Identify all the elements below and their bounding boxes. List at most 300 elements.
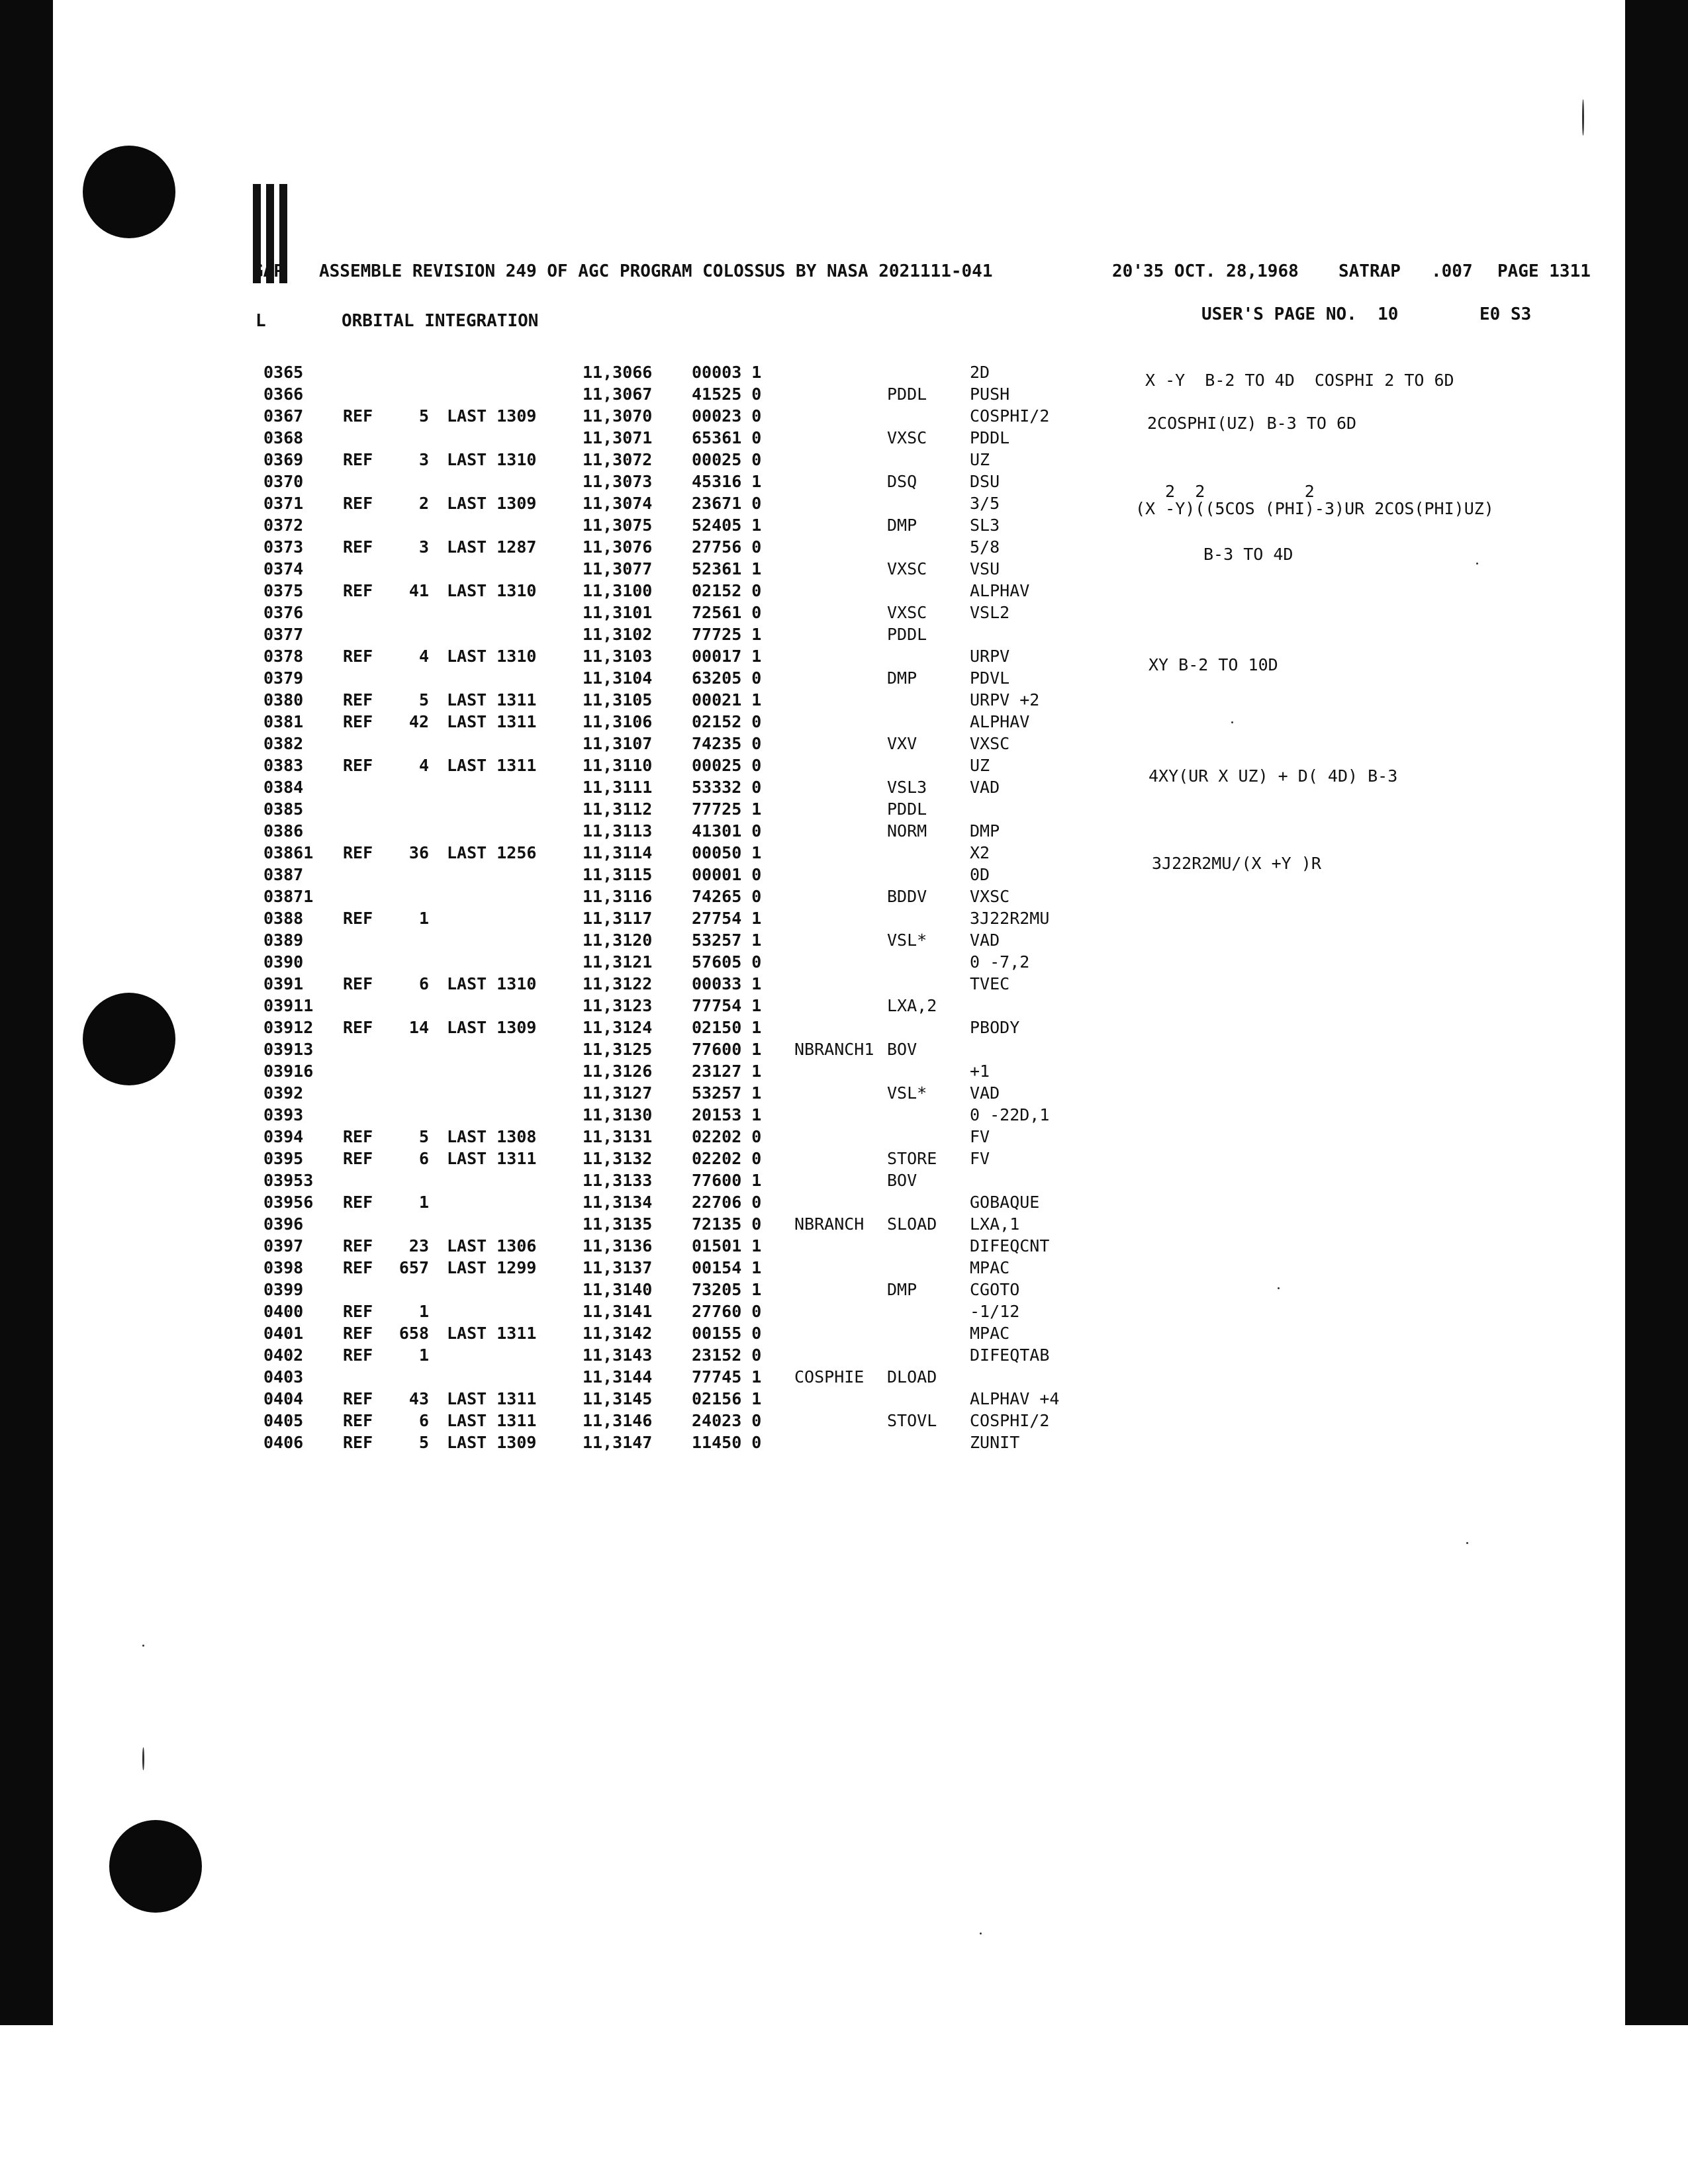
label-tag: NBRANCH1	[794, 1040, 874, 1059]
address: 11,3135	[583, 1214, 653, 1234]
octal-word: 77725 1	[692, 625, 762, 644]
line-number: 0379	[263, 668, 304, 688]
octal-word: 00025 0	[692, 450, 762, 469]
opcode: DMP	[887, 1280, 917, 1299]
address: 11,3115	[583, 865, 653, 884]
opcode: VSL*	[887, 931, 927, 950]
line-number: 0374	[263, 559, 304, 578]
opcode: PDDL	[887, 799, 927, 819]
line-number: 0405	[263, 1411, 304, 1430]
octal-word: 00033 1	[692, 974, 762, 993]
line-number: 0400	[263, 1302, 304, 1321]
ref-count: 6	[418, 1149, 429, 1168]
line-number: 0381	[263, 712, 304, 731]
last-ref: LAST 1311	[447, 1324, 537, 1343]
ref-count: 658	[399, 1324, 429, 1343]
octal-word: 74265 0	[692, 887, 762, 906]
operand: PDDL	[970, 428, 1010, 447]
line-number: 0388	[263, 909, 304, 928]
scan-speck	[142, 1645, 144, 1647]
ref-count: 41	[408, 581, 429, 600]
operand: COSPHI/2	[970, 1411, 1050, 1430]
ref-label: REF	[343, 974, 373, 993]
address: 11,3126	[583, 1062, 653, 1081]
operand: PUSH	[970, 385, 1010, 404]
octal-word: 24023 0	[692, 1411, 762, 1430]
header-timestamp: 20'35 OCT. 28,1968	[1112, 261, 1299, 281]
last-ref: LAST 1311	[447, 1389, 537, 1408]
octal-word: 02156 1	[692, 1389, 762, 1408]
address: 11,3073	[583, 472, 653, 491]
operand: PDVL	[970, 668, 1010, 688]
operand: FV	[970, 1149, 990, 1168]
ref-label: REF	[343, 909, 373, 928]
operand: 0 -22D,1	[970, 1105, 1050, 1124]
scan-border-left	[0, 0, 53, 2025]
address: 11,3130	[583, 1105, 653, 1124]
operand: URPV +2	[970, 690, 1040, 709]
header-code: GAP	[253, 261, 284, 281]
octal-word: 02202 0	[692, 1149, 762, 1168]
ref-label: REF	[343, 1302, 373, 1321]
octal-word: 22706 0	[692, 1193, 762, 1212]
octal-word: 45316 1	[692, 472, 762, 491]
opcode: DMP	[887, 516, 917, 535]
ref-label: REF	[343, 1345, 373, 1365]
operand: GOBAQUE	[970, 1193, 1040, 1212]
operand: ALPHAV	[970, 712, 1030, 731]
line-number: 0373	[263, 537, 304, 557]
octal-word: 00021 1	[692, 690, 762, 709]
scan-speck	[1476, 563, 1478, 565]
opcode: LXA,2	[887, 996, 937, 1015]
address: 11,3070	[583, 406, 653, 426]
octal-word: 00050 1	[692, 843, 762, 862]
comment-line: X -Y B-2 TO 4D COSPHI 2 TO 6D	[1145, 371, 1454, 390]
line-number: 0390	[263, 952, 304, 972]
octal-word: 72561 0	[692, 603, 762, 622]
octal-word: 23671 0	[692, 494, 762, 513]
ref-label: REF	[343, 1236, 373, 1255]
comment-line: 3J22R2MU/(X +Y )R	[1152, 854, 1321, 873]
address: 11,3066	[583, 363, 653, 382]
octal-word: 53257 1	[692, 1083, 762, 1103]
operand: URPV	[970, 647, 1010, 666]
octal-word: 00001 0	[692, 865, 762, 884]
opcode: BOV	[887, 1040, 917, 1059]
line-number: 0375	[263, 581, 304, 600]
ref-count: 5	[418, 1127, 429, 1146]
address: 11,3102	[583, 625, 653, 644]
operand: 3J22R2MU	[970, 909, 1050, 928]
ref-label: REF	[343, 1258, 373, 1277]
line-number: 0406	[263, 1433, 304, 1452]
last-ref: LAST 1311	[447, 1149, 537, 1168]
line-number: 0398	[263, 1258, 304, 1277]
line-number: 03916	[263, 1062, 314, 1081]
opcode: PDDL	[887, 625, 927, 644]
octal-word: 27756 0	[692, 537, 762, 557]
opcode: VXSC	[887, 603, 927, 622]
ref-count: 5	[418, 690, 429, 709]
octal-word: 74235 0	[692, 734, 762, 753]
opcode: VXV	[887, 734, 917, 753]
line-number: 03913	[263, 1040, 314, 1059]
ref-label: REF	[343, 843, 373, 862]
last-ref: LAST 1311	[447, 1411, 537, 1430]
line-number: 0392	[263, 1083, 304, 1103]
address: 11,3074	[583, 494, 653, 513]
header-title: ASSEMBLE REVISION 249 OF AGC PROGRAM COLOSSUS BY NASA 2021111-041	[319, 261, 993, 281]
address: 11,3077	[583, 559, 653, 578]
octal-word: 23127 1	[692, 1062, 762, 1081]
subheader-prefix: L	[256, 311, 266, 331]
octal-word: 20153 1	[692, 1105, 762, 1124]
operand: SL3	[970, 516, 1000, 535]
ref-count: 3	[418, 450, 429, 469]
header-system: SATRAP	[1338, 261, 1401, 281]
last-ref: LAST 1299	[447, 1258, 537, 1277]
address: 11,3120	[583, 931, 653, 950]
line-number: 0382	[263, 734, 304, 753]
octal-word: 53332 0	[692, 778, 762, 797]
line-number: 03861	[263, 843, 314, 862]
line-number: 03956	[263, 1193, 314, 1212]
operand: LXA,1	[970, 1214, 1020, 1234]
address: 11,3125	[583, 1040, 653, 1059]
last-ref: LAST 1311	[447, 690, 537, 709]
line-number: 0367	[263, 406, 304, 426]
line-number: 0368	[263, 428, 304, 447]
line-number: 0403	[263, 1367, 304, 1387]
line-number: 0387	[263, 865, 304, 884]
address: 11,3113	[583, 821, 653, 841]
label-tag: NBRANCH	[794, 1214, 865, 1234]
octal-word: 00003 1	[692, 363, 762, 382]
opcode: DLOAD	[887, 1367, 937, 1387]
address: 11,3136	[583, 1236, 653, 1255]
address: 11,3105	[583, 690, 653, 709]
operand: PBODY	[970, 1018, 1020, 1037]
address: 11,3116	[583, 887, 653, 906]
operand: 5/8	[970, 537, 1000, 557]
address: 11,3111	[583, 778, 653, 797]
user-page-number: USER'S PAGE NO. 10	[1201, 304, 1399, 324]
line-number: 0391	[263, 974, 304, 993]
line-number: 0385	[263, 799, 304, 819]
octal-word: 00017 1	[692, 647, 762, 666]
punch-hole-bottom	[109, 1820, 202, 1913]
section-title: ORBITAL INTEGRATION	[342, 311, 539, 331]
octal-word: 00155 0	[692, 1324, 762, 1343]
address: 11,3133	[583, 1171, 653, 1190]
scan-mark	[142, 1747, 144, 1770]
operand: DIFEQTAB	[970, 1345, 1050, 1365]
ref-count: 3	[418, 537, 429, 557]
line-number: 0378	[263, 647, 304, 666]
ref-label: REF	[343, 1127, 373, 1146]
line-number: 03911	[263, 996, 314, 1015]
address: 11,3117	[583, 909, 653, 928]
address: 11,3127	[583, 1083, 653, 1103]
operand: VAD	[970, 931, 1000, 950]
address: 11,3110	[583, 756, 653, 775]
address: 11,3104	[583, 668, 653, 688]
line-number: 0371	[263, 494, 304, 513]
comment-line: 2 2 2	[1155, 482, 1315, 501]
octal-word: 77725 1	[692, 799, 762, 819]
ref-label: REF	[343, 1149, 373, 1168]
octal-word: 00025 0	[692, 756, 762, 775]
line-number: 03953	[263, 1171, 314, 1190]
address: 11,3141	[583, 1302, 653, 1321]
line-number: 0384	[263, 778, 304, 797]
octal-word: 63205 0	[692, 668, 762, 688]
comment-line: (X -Y)((5COS (PHI)-3)UR 2COS(PHI)UZ)	[1135, 499, 1494, 518]
opcode: VXSC	[887, 559, 927, 578]
operand: VSU	[970, 559, 1000, 578]
octal-word: 41525 0	[692, 385, 762, 404]
ref-count: 1	[418, 909, 429, 928]
octal-word: 77745 1	[692, 1367, 762, 1387]
octal-word: 57605 0	[692, 952, 762, 972]
ref-label: REF	[343, 712, 373, 731]
address: 11,3147	[583, 1433, 653, 1452]
address: 11,3101	[583, 603, 653, 622]
punch-hole-top	[83, 146, 175, 238]
operand: X2	[970, 843, 990, 862]
opcode: SLOAD	[887, 1214, 937, 1234]
ref-label: REF	[343, 1433, 373, 1452]
address: 11,3075	[583, 516, 653, 535]
ref-count: 657	[399, 1258, 429, 1277]
address: 11,3145	[583, 1389, 653, 1408]
opcode: VSL*	[887, 1083, 927, 1103]
address: 11,3140	[583, 1280, 653, 1299]
opcode: VXSC	[887, 428, 927, 447]
address: 11,3134	[583, 1193, 653, 1212]
last-ref: LAST 1309	[447, 494, 537, 513]
comment-line: 2COSPHI(UZ) B-3 TO 6D	[1147, 414, 1357, 433]
opcode: DSQ	[887, 472, 917, 491]
scan-border-right	[1625, 0, 1688, 2025]
octal-word: 77754 1	[692, 996, 762, 1015]
ref-count: 23	[408, 1236, 429, 1255]
operand: UZ	[970, 450, 990, 469]
ref-count: 5	[418, 1433, 429, 1452]
octal-word: 65361 0	[692, 428, 762, 447]
last-ref: LAST 1306	[447, 1236, 537, 1255]
address: 11,3067	[583, 385, 653, 404]
opcode: VSL3	[887, 778, 927, 797]
comment-line: XY B-2 TO 10D	[1149, 655, 1278, 674]
opcode: BDDV	[887, 887, 927, 906]
last-ref: LAST 1287	[447, 537, 537, 557]
operand: ALPHAV	[970, 581, 1030, 600]
ref-count: 4	[418, 756, 429, 775]
octal-word: 77600 1	[692, 1040, 762, 1059]
ref-label: REF	[343, 690, 373, 709]
octal-word: 02152 0	[692, 581, 762, 600]
octal-word: 11450 0	[692, 1433, 762, 1452]
label-tag: COSPHIE	[794, 1367, 865, 1387]
line-number: 0365	[263, 363, 304, 382]
operand: MPAC	[970, 1258, 1010, 1277]
ref-label: REF	[343, 537, 373, 557]
ref-label: REF	[343, 1193, 373, 1212]
operand: VXSC	[970, 887, 1010, 906]
line-number: 03912	[263, 1018, 314, 1037]
address: 11,3121	[583, 952, 653, 972]
octal-word: 23152 0	[692, 1345, 762, 1365]
operand: DMP	[970, 821, 1000, 841]
ref-count: 4	[418, 647, 429, 666]
punch-hole-middle	[83, 993, 175, 1085]
operand: UZ	[970, 756, 990, 775]
operand: VSL2	[970, 603, 1010, 622]
opcode: STORE	[887, 1149, 937, 1168]
operand: 2D	[970, 363, 990, 382]
line-number: 0397	[263, 1236, 304, 1255]
last-ref: LAST 1309	[447, 1018, 537, 1037]
ref-label: REF	[343, 1389, 373, 1408]
line-number: 0377	[263, 625, 304, 644]
last-ref: LAST 1256	[447, 843, 537, 862]
octal-word: 72135 0	[692, 1214, 762, 1234]
octal-word: 52361 1	[692, 559, 762, 578]
address: 11,3124	[583, 1018, 653, 1037]
operand: 0 -7,2	[970, 952, 1030, 972]
ref-count: 42	[408, 712, 429, 731]
address: 11,3146	[583, 1411, 653, 1430]
address: 11,3076	[583, 537, 653, 557]
ref-count: 43	[408, 1389, 429, 1408]
line-number: 0370	[263, 472, 304, 491]
operand: VXSC	[970, 734, 1010, 753]
line-number: 0399	[263, 1280, 304, 1299]
address: 11,3123	[583, 996, 653, 1015]
operand: COSPHI/2	[970, 406, 1050, 426]
ref-label: REF	[343, 1018, 373, 1037]
opcode: STOVL	[887, 1411, 937, 1430]
line-number: 0401	[263, 1324, 304, 1343]
comment-line: B-3 TO 4D	[1203, 545, 1293, 564]
address: 11,3122	[583, 974, 653, 993]
sheet-id: E0 S3	[1479, 304, 1532, 324]
octal-word: 52405 1	[692, 516, 762, 535]
octal-word: 27754 1	[692, 909, 762, 928]
octal-word: 01501 1	[692, 1236, 762, 1255]
address: 11,3132	[583, 1149, 653, 1168]
address: 11,3071	[583, 428, 653, 447]
opcode: PDDL	[887, 385, 927, 404]
last-ref: LAST 1309	[447, 1433, 537, 1452]
comment-line: 4XY(UR X UZ) + D( 4D) B-3	[1149, 766, 1398, 786]
scan-speck	[1466, 1542, 1468, 1544]
scan-speck	[980, 1933, 982, 1934]
last-ref: LAST 1310	[447, 974, 537, 993]
operand: FV	[970, 1127, 990, 1146]
line-number: 0383	[263, 756, 304, 775]
line-number: 03871	[263, 887, 314, 906]
line-number: 0369	[263, 450, 304, 469]
address: 11,3100	[583, 581, 653, 600]
ref-count: 1	[418, 1345, 429, 1365]
opcode: DMP	[887, 668, 917, 688]
operand: DIFEQCNT	[970, 1236, 1050, 1255]
last-ref: LAST 1308	[447, 1127, 537, 1146]
line-number: 0404	[263, 1389, 304, 1408]
ref-label: REF	[343, 581, 373, 600]
address: 11,3103	[583, 647, 653, 666]
octal-word: 02150 1	[692, 1018, 762, 1037]
address: 11,3142	[583, 1324, 653, 1343]
operand: ZUNIT	[970, 1433, 1020, 1452]
last-ref: LAST 1311	[447, 712, 537, 731]
last-ref: LAST 1311	[447, 756, 537, 775]
address: 11,3072	[583, 450, 653, 469]
header-version: .007	[1431, 261, 1473, 281]
octal-word: 00154 1	[692, 1258, 762, 1277]
ref-label: REF	[343, 450, 373, 469]
operand: ALPHAV +4	[970, 1389, 1060, 1408]
operand: MPAC	[970, 1324, 1010, 1343]
ref-label: REF	[343, 647, 373, 666]
octal-word: 00023 0	[692, 406, 762, 426]
line-number: 0372	[263, 516, 304, 535]
ref-count: 14	[408, 1018, 429, 1037]
line-number: 0389	[263, 931, 304, 950]
ref-count: 6	[418, 974, 429, 993]
last-ref: LAST 1309	[447, 406, 537, 426]
octal-word: 02202 0	[692, 1127, 762, 1146]
octal-word: 73205 1	[692, 1280, 762, 1299]
line-number: 0376	[263, 603, 304, 622]
ref-count: 36	[408, 843, 429, 862]
operand: VAD	[970, 1083, 1000, 1103]
address: 11,3107	[583, 734, 653, 753]
address: 11,3137	[583, 1258, 653, 1277]
octal-word: 02152 0	[692, 712, 762, 731]
line-number: 0395	[263, 1149, 304, 1168]
last-ref: LAST 1310	[447, 581, 537, 600]
ref-label: REF	[343, 1411, 373, 1430]
opcode: BOV	[887, 1171, 917, 1190]
ref-label: REF	[343, 494, 373, 513]
ref-label: REF	[343, 756, 373, 775]
scan-speck	[1278, 1287, 1280, 1289]
line-number: 0394	[263, 1127, 304, 1146]
opcode: NORM	[887, 821, 927, 841]
ref-count: 1	[418, 1302, 429, 1321]
operand: +1	[970, 1062, 990, 1081]
line-number: 0396	[263, 1214, 304, 1234]
operand: VAD	[970, 778, 1000, 797]
address: 11,3131	[583, 1127, 653, 1146]
scan-speck	[1231, 721, 1233, 723]
ref-count: 5	[418, 406, 429, 426]
operand: DSU	[970, 472, 1000, 491]
last-ref: LAST 1310	[447, 647, 537, 666]
address: 11,3144	[583, 1367, 653, 1387]
operand: -1/12	[970, 1302, 1020, 1321]
address: 11,3112	[583, 799, 653, 819]
ref-count: 1	[418, 1193, 429, 1212]
octal-word: 77600 1	[692, 1171, 762, 1190]
line-number: 0393	[263, 1105, 304, 1124]
operand: TVEC	[970, 974, 1010, 993]
octal-word: 27760 0	[692, 1302, 762, 1321]
